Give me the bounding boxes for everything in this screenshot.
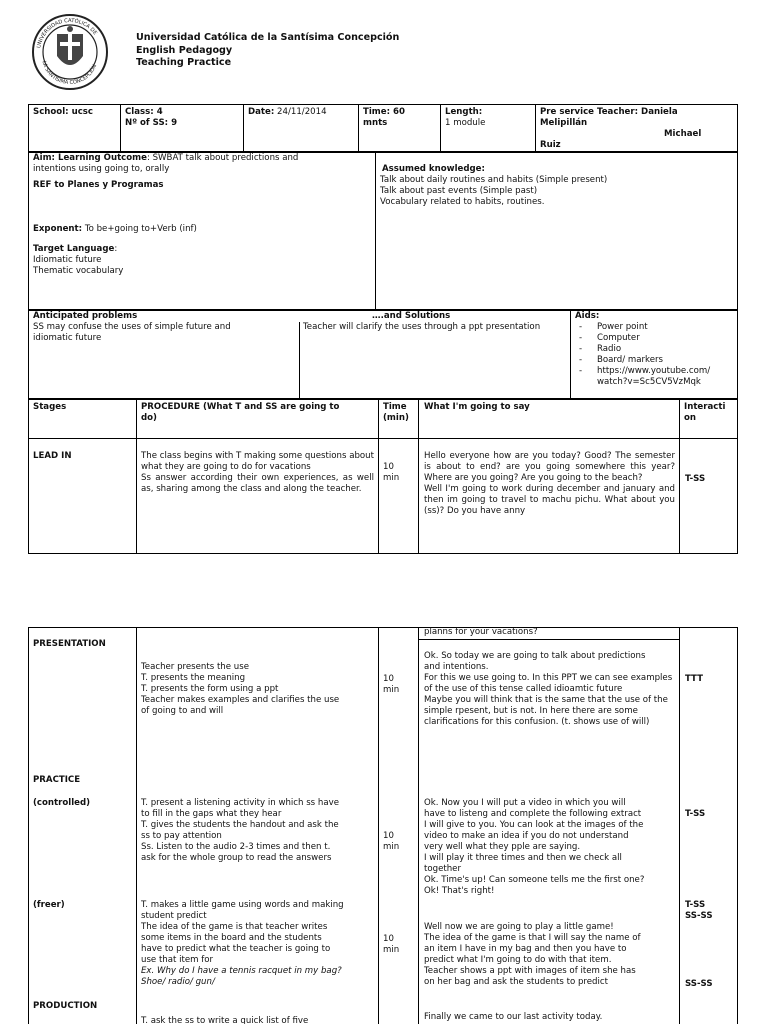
teacher-cell: Pre service Teacher: Daniela Melipillán Michael Ruiz [540,107,702,150]
presentation-interaction: TTT [685,674,703,684]
practice-procedure: T. present a listening activity in which ss have to fill in the gaps what they hear T. gives the students the handout and ask the ss to pay attention Ss. Listen to the audio 2-3 times and then t. ask for the whole group to read the answers [141,798,339,863]
presentation-time: 10 min [383,674,400,695]
anticipated-problems-cell: Anticipated problems SS may confuse the uses of simple future and idiomatic future [33,311,231,343]
say-header: What I'm going to say [424,402,530,412]
program-name: English Pedagogy [136,44,233,56]
practice-interaction: T-SS [685,809,706,819]
freer-say: Well now we are going to play a little game! The idea of the game is that I will say the name of an item I have in my bag and then you have to predict what I'm going to do with that item. Teacher shows a ppt with images of item she has on her bag and ask the students to predict [424,922,641,987]
university-name: Universidad Católica de la Santísima Concepción [136,32,400,43]
presentation-say: Ok. So today we are going to talk about predictions and intentions. For this we use going to. In this PPT we can see examples of the use of this tense called idioamtic future Maybe you will think that is the same that the use of the simple rpesent, but is not. In here there are some clarifications for this confusion. (t. shows use of will) [424,651,673,727]
assumed-label: Assumed knowledge: [382,164,485,174]
interaction-header: Interacti on [684,402,726,423]
time-cell: Time: 60 mnts [363,107,405,128]
aims-cell: Aim: Learning Outcome: SWBAT talk about predictions and intentions using going to, orally REF to Planes y Programas Exponent: To be+going to+Verb (inf) Target Language: Idiomatic future Thematic vocabulary [33,153,373,277]
solutions-label: ….and Solutions [372,311,451,321]
aid-item: - Power point [575,322,737,333]
course-name: Teaching Practice [136,57,232,68]
lead-in-time: 10 min [383,462,400,483]
university-seal-logo [30,12,110,92]
practice-controlled-label: (controlled) [33,798,91,808]
ref-label: REF to Planes y Programas [33,180,164,190]
production-stage: PRODUCTION [33,1001,98,1011]
school-cell: School: ucsc [33,107,94,117]
date-cell: Date: 24/11/2014 [248,107,327,117]
lead-in-say: Hello everyone how are you today? Good? The semester is about to end? are you going somewhere this year? Where are you going? Are you going to the beach? Well I'm going to work during december and january and then im going to travel to machu pichu. What about you (ss)? Do you have anny [424,451,675,516]
freer-procedure: T. makes a little game using words and making student predict The idea of the game is that teacher writes some items in the board and the students have to predict what the teacher is going to use that item for Ex. Why do I have a tennis racquet in my bag? Shoe/ radio/ gun/ [141,900,344,987]
aid-item: - https://www.youtube.com/ [575,366,737,377]
lead-in-stage: LEAD IN [33,451,72,461]
solutions-text: Teacher will clarify the uses through a ppt presentation [303,322,541,332]
seal-text-top: UNIVERSIDAD CATÓLICA DE [36,17,98,49]
freer-interaction: T-SS SS-SS [685,900,713,921]
aid-item: - Radio [575,344,737,355]
production-say: Finally we came to our last activity today. [424,1012,603,1022]
lead-in-interaction: T-SS [685,474,706,484]
production-procedure: T. ask the ss to write a quick list of five [141,1016,309,1024]
assumed-knowledge-cell: Assumed knowledge: Talk about daily routines and habits (Simple present) Talk about past events (Simple past) Vocabulary related to habits, routines. [380,164,735,208]
length-cell: Length: 1 module [445,107,486,128]
freer-interaction-2: SS-SS [685,979,713,989]
aid-item: watch?v=Sc5CV5VzMqk [597,377,701,387]
presentation-stage: PRESENTATION [33,639,106,649]
freer-time: 10 min [383,934,400,955]
class-cell: Class: 4 Nº of SS: 9 [125,107,178,128]
aid-item: - Computer [575,333,737,344]
practice-stage: PRACTICE [33,775,81,785]
document-header [136,32,399,70]
seal-text-bottom: LA SANTÍSIMA CONCEPCIÓN [40,60,99,87]
presentation-say-continued: planns for your vacations? [424,627,538,637]
aid-item: - Board/ markers [575,355,737,366]
procedure-header: PROCEDURE (What T and SS are going to do) [141,402,340,423]
practice-say: Ok. Now you I will put a video in which you will have to listeng and complete the following extract I will give to you. You can look at the images of the video to make an idea if you do not understand very well what they pple are saying. I will play it three times and then we check all together Ok. Time's up! Can someone tells me the first one? Ok! That's right! [424,798,645,896]
freer-stage: (freer) [33,900,65,910]
aim-label: Aim: Learning Outcome [33,153,147,163]
lead-in-procedure: The class begins with T making some questions about what they are going to do for vacations Ss answer according their own experiences, as well as, sharing among the class and along the teacher. [141,451,374,494]
stages-header: Stages [33,402,67,412]
presentation-procedure: Teacher presents the use T. presents the meaning T. presents the form using a ppt Teacher makes examples and clarifies the use of going to and will [141,662,340,716]
aids-cell: Aids: - Power point - Computer - Radio - Board/ markers - https://www.youtube.com/ watch?v=Sc5CV5VzMqk [575,311,737,388]
time-header: Time (min) [383,402,409,423]
practice-time: 10 min [383,831,400,852]
aids-list [575,322,737,388]
